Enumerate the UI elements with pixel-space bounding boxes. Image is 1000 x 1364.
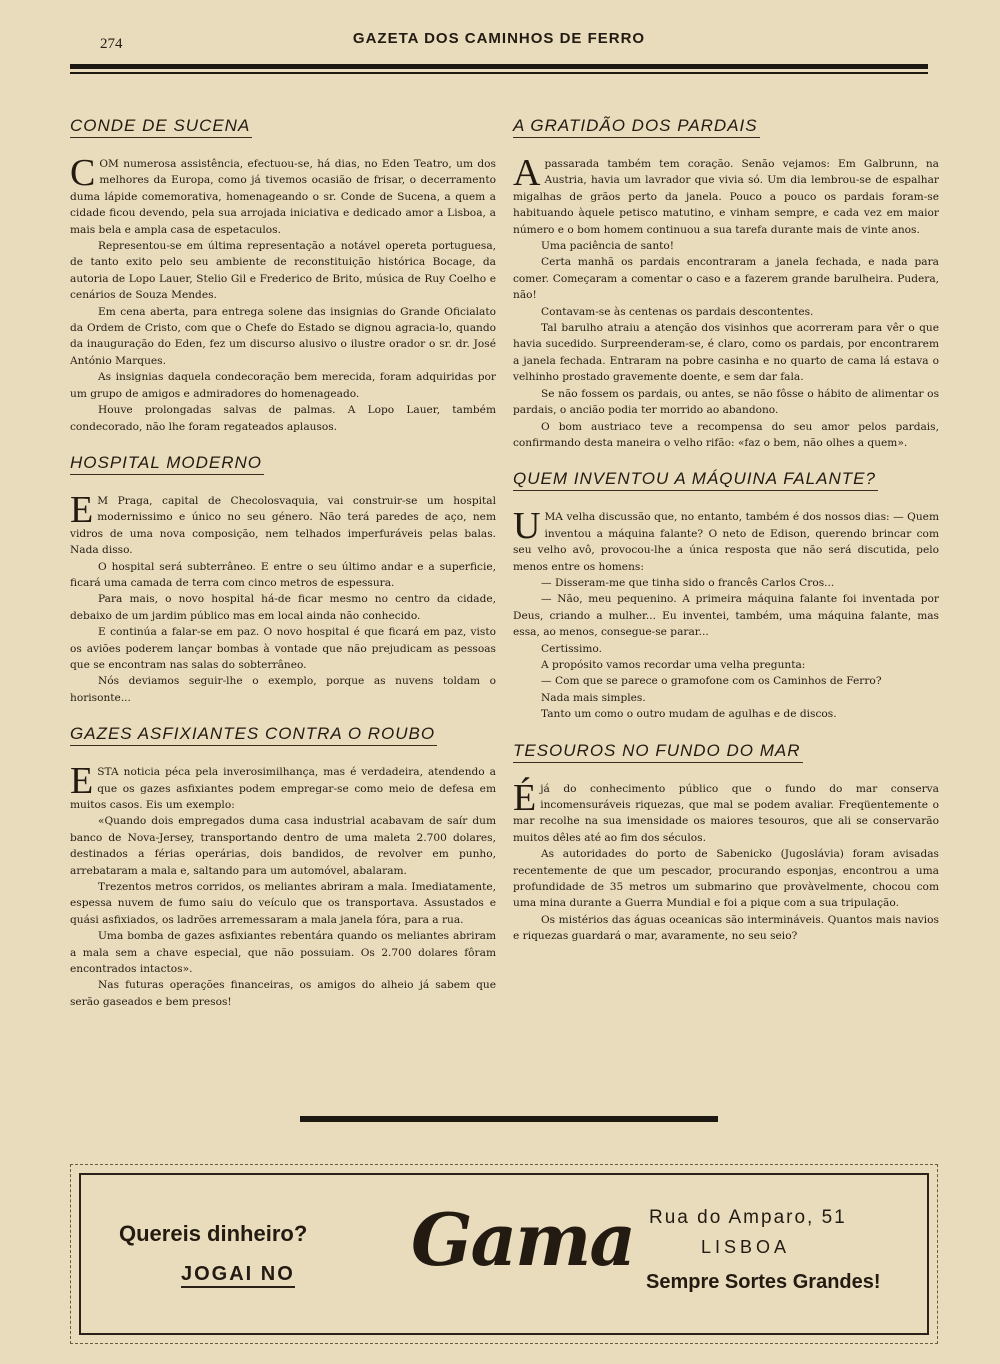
article-paragraph: O bom austriaco teve a recompensa do seu amor pelos pardais, confirmando desta maneira o velho rifão: «faz o bem, não olhes a quem». [513, 420, 939, 449]
article-paragraph: — Não, meu pequenino. A primeira máquina falante foi inventada por Deus, criando a mulher... Eu inventei, também, uma máquina falante, mas essa, ao menos, consegue-se parar... [513, 593, 939, 639]
drop-cap: E [70, 760, 94, 803]
article-paragraph: Nas futuras operações financeiras, os amigos do alheio já sabem que serão gaseados e bem presos! [70, 979, 496, 1008]
article-title: CONDE DE SUCENA [70, 116, 252, 138]
article-paragraph: Nada mais simples. [541, 691, 646, 704]
article-body [70, 760, 496, 1010]
article-conde-de-sucena [70, 108, 496, 435]
article-paragraph: Uma bomba de gazes asfixiantes rebentára quando os meliantes abriram a mala sem a chave especial, que não possuiam. Os 2.700 dolares fôram encontrados intactos». [70, 930, 496, 976]
ad-slogan: Sempre Sortes Grandes! [646, 1271, 881, 1293]
right-column [513, 108, 939, 955]
ad-brand-logo: Gama [411, 1197, 634, 1282]
article-paragraph: Se não fossem os pardais, ou antes, se não fôsse o hábito de alimentar os pardais, o ancião podia ter morrido ao abandono. [513, 387, 939, 417]
journal-title: GAZETA DOS CAMINHOS DE FERRO [352, 30, 646, 47]
ad-address: Rua do Amparo, 51 [649, 1207, 847, 1228]
article-body [513, 505, 939, 722]
article-paragraph: Houve prolongadas salvas de palmas. A Lopo Lauer, também condecorado, não lhe foram regateados aplausos. [70, 404, 496, 433]
article-gazes-asfixiantes [70, 716, 496, 1010]
header-rule-thick [70, 64, 928, 69]
article-paragraph: Em cena aberta, para entrega solene das insignias do Grande Oficialato da Ordem de Cristo, com que o Chefe do Estado se dignou agracia-lo, quando da inauguração do Eden, fez um discurso alusivo o ilustre orador o sr. dr. José António Marques. [70, 305, 496, 367]
article-paragraph: — Com que se parece o gramofone com os Caminhos de Ferro? [541, 675, 882, 688]
article-paragraph: — Disseram-me que tinha sido o francês Carlos Cros... [541, 576, 835, 589]
article-gratidao-dos-pardais [513, 108, 939, 451]
article-paragraph: Os mistérios das águas oceanicas são intermináveis. Quantos mais navios e riquezas guardará o mar, avaramente, no seu seio? [513, 913, 939, 943]
ad-call: JOGAI NO [181, 1263, 295, 1288]
article-title: QUEM INVENTOU A MÁQUINA FALANTE? [513, 469, 878, 491]
drop-cap: A [513, 152, 541, 194]
article-paragraph: ESTA noticia péca pela inverosimilhança, mas é verdadeira, atendendo a que os gazes asfixiantes podem empregar-se como meio de defesa em muitos casos. Eis um exemplo: [70, 760, 496, 811]
article-paragraph: Tanto um como o outro mudam de agulhas e de discos. [541, 708, 837, 721]
drop-cap: E [70, 488, 94, 531]
article-paragraph: Éjá do conhecimento público que o fundo do mar conserva incomensuráveis riquezas, que mal se podem avaliar. Freqüentemente o mar recolhe na sua imensidade os maiores tesouros, que ali se conservarão muitos dêles até ao fim dos séculos. [513, 776, 939, 844]
article-maquina-falante [513, 461, 939, 722]
header-rule-thin [70, 72, 928, 74]
article-title: HOSPITAL MODERNO [70, 453, 264, 475]
article-hospital-moderno [70, 445, 496, 706]
article-paragraph: E continúa a falar-se em paz. O novo hospital é que ficará em paz, visto os aviões poderem lançar bombas à vontade que não prejudicam as pessoas que se encontram nas salas do sobterrâneo. [70, 626, 496, 671]
ad-question: Quereis dinheiro? [119, 1221, 308, 1246]
section-divider-rule [300, 1116, 718, 1122]
article-body [513, 776, 939, 945]
article-title: GAZES ASFIXIANTES CONTRA O ROUBO [70, 724, 437, 746]
article-paragraph: Trezentos metros corridos, os meliantes abriram a mala. Imediatamente, espessa nuvem de fumo saiu do veículo que os transportava. Assustados e quási asfixiados, os ladrões arremessaram a mala janela fóra, para a rua. [70, 881, 496, 926]
article-paragraph: Tal barulho atraiu a atenção dos visinhos que acorreram para vêr o que havia sucedido. Surpreenderam-se, é claro, como os pardais, por encontrarem a janela fechada. Entraram na pobre casinha e no quarto de cama lá estava o velhinho prostado gravemente doente, e sem dar fala. [513, 322, 939, 384]
ad-city: LISBOA [701, 1237, 791, 1257]
article-paragraph: A propósito vamos recordar uma velha pregunta: [541, 658, 806, 671]
article-paragraph: As autoridades do porto de Sabenicko (Jugoslávia) foram avisadas recentemente de que um pescador, procurando esponjas, encontrou a uma profundidade de 35 metros um submarino que provàvelmente, chocou com uma mina durante a Guerra Mundial e foi a pique com a sua tripulação. [513, 848, 939, 910]
article-body [70, 152, 496, 435]
page-header [70, 26, 928, 76]
article-body [513, 152, 939, 451]
drop-cap: U [513, 505, 541, 548]
article-paragraph: O hospital será subterrâneo. E entre o seu último andar e a superficie, ficará uma camada de terra com cinco metros de espessura. [70, 560, 496, 589]
article-paragraph: Uma paciência de santo! [541, 240, 675, 253]
article-body [70, 488, 496, 706]
article-paragraph: COM numerosa assistência, efectuou-se, há dias, no Eden Teatro, um dos melhores da Europa, como já tivemos ocasião de frisar, o decerramento duma lápide comemorativa, homenageando o sr. Conde de Sucena, a quem a cidade ficou devendo, pela sua arrojada iniciativa e dedicado amor a Lisboa, a mais bela e ampla casa de espetaculos. [70, 152, 496, 236]
article-paragraph: Contavam-se às centenas os pardais descontentes. [541, 305, 814, 318]
article-title: TESOUROS NO FUNDO DO MAR [513, 741, 803, 763]
article-paragraph: Certa manhã os pardais encontraram a janela fechada, e nada para comer. Começaram a comentar o caso e a fazerem grande barulheira. Pudera, não! [513, 256, 939, 302]
article-paragraph: Certissimo. [541, 642, 602, 655]
article-paragraph: Representou-se em última representação a notável opereta portuguesa, de tanto exito pelo seu ambiente de reconstituição histórica Bocage, da autoria de Lopo Lauer, Stelio Gil e Frederico de Brito, música de Ruy Coelho e cenários de Souza Mendes. [70, 240, 496, 302]
drop-cap: C [70, 152, 96, 194]
left-column [70, 108, 496, 1020]
advertisement [70, 1164, 938, 1344]
advertisement-frame [79, 1173, 929, 1335]
article-tesouros-no-fundo-do-mar [513, 733, 939, 945]
article-paragraph: Para mais, o novo hospital há-de ficar mesmo no centro da cidade, debaixo de um jardim público mas em local ainda não conhecido. [70, 593, 496, 622]
article-paragraph: «Quando dois empregados duma casa industrial acabavam de saír dum banco de Nova-Jersey, transportando dentro de uma maleta 2.700 dolares, destinados a férias operárias, dois bandidos, de revolver em punho, arrebataram a mala e, saltando para um automóvel, abalaram. [70, 815, 496, 877]
article-title: A GRATIDÃO DOS PARDAIS [513, 116, 760, 138]
page-number: 274 [100, 36, 123, 52]
article-paragraph: Apassarada também tem coração. Senão vejamos: Em Galbrunn, na Austria, havia um lavrador que vivia só. Um dia lembrou-se de espalhar migalhas de grãos perto da janela. Pouco a pouco os pardais foram-se habituando àquele petisco matutino, e vinham sempre, e cada vez em maior número e o bom homem continuou a sua tarefa durante mais de vinte anos. [513, 152, 939, 236]
article-paragraph: E M Praga, capital de Checolosvaquia, vai construir-se um hospital modernissimo e único no seu género. Não terá paredes de aço, nem vidros de uma nova composição, nem telhados imperfuráveis pelas balas. Nada disso. [70, 488, 496, 557]
article-paragraph: As insignias daquela condecoração bem merecida, foram adquiridas por um grupo de amigos e admiradores do homenageado. [70, 371, 496, 400]
article-paragraph: UMA velha discussão que, no entanto, também é dos nossos dias: — Quem inventou a máquina falante? O neto de Edison, querendo brincar com seu velho avô, provocou-lhe a única resposta que não será discutida, pelo menos entre os homens: [513, 505, 939, 573]
article-paragraph: Nós deviamos seguir-lhe o exemplo, porque as nuvens toldam o horisonte... [70, 675, 496, 704]
drop-cap: É [513, 776, 537, 819]
